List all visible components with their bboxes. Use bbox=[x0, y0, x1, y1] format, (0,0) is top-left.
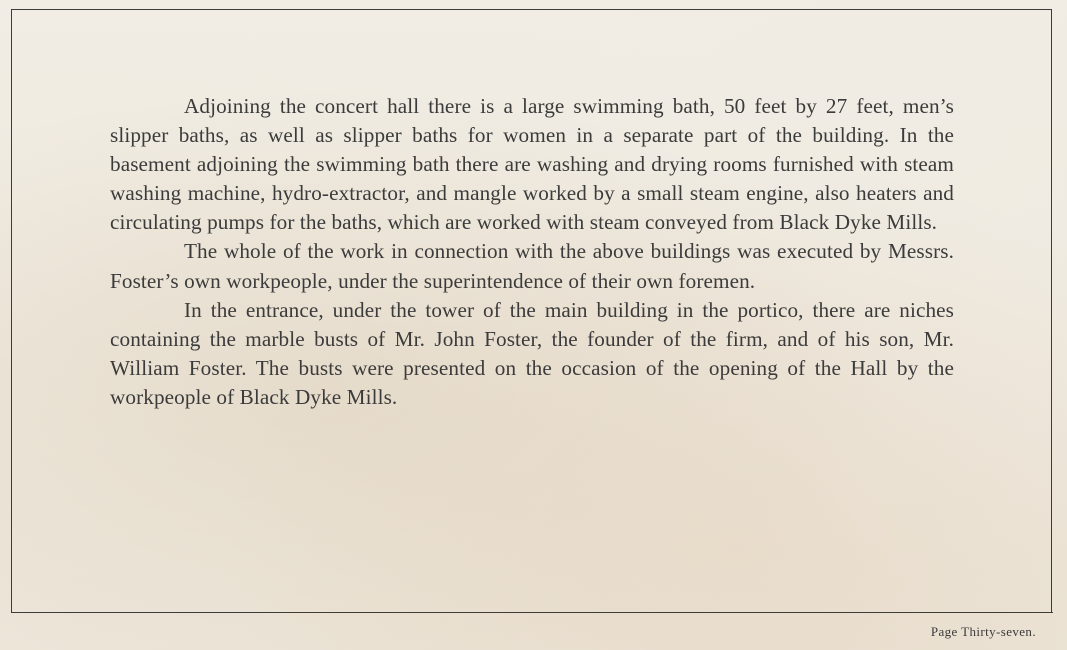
paragraph-swimming-bath: Adjoining the concert hall there is a large swimming bath, 50 feet by 27 feet, men’s slipper baths, as well as slipper baths for women in a separate part of the building. In the basement adjoining the swimming bath there are washing and drying rooms furnished with steam washing machine, hydro-extractor, and mangle worked by a small steam engine, also heaters and circulating pumps for the baths, which are worked with steam conveyed from Black Dyke Mills. bbox=[110, 94, 954, 235]
paragraph-workpeople: The whole of the work in connection with the above buildings was executed by Messrs. Foster’s own workpeople, under the superintendence of their own foremen. bbox=[110, 239, 954, 293]
bottom-rule bbox=[11, 612, 1053, 613]
body-text bbox=[110, 92, 954, 412]
paragraph-marble-busts: In the entrance, under the tower of the main building in the portico, there are niches containing the marble busts of Mr. John Foster, the founder of the firm, and of his son, Mr. William Foster. The busts were presented on the occasion of the opening of the Hall by the workpeople of Black Dyke Mills. bbox=[110, 297, 954, 409]
page-number: Page Thirty-seven. bbox=[930, 624, 1036, 639]
